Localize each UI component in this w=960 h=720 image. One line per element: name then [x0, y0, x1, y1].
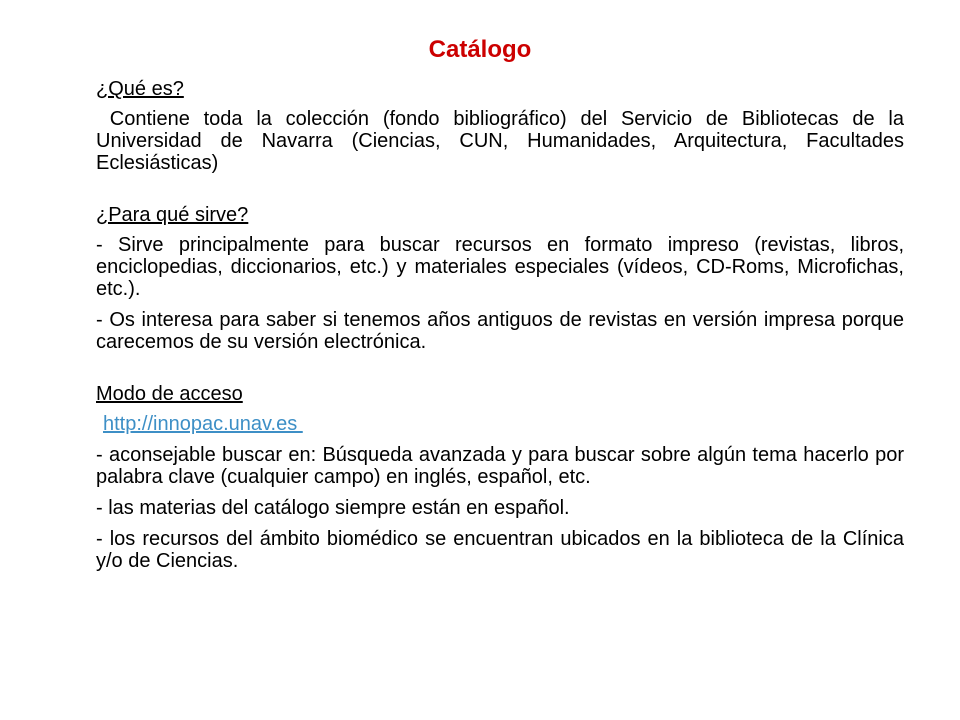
section-heading-que-es: ¿Qué es?	[96, 78, 184, 100]
slide-title: Catálogo	[428, 36, 532, 63]
catalog-link-text[interactable]: http://innopac.unav.es	[103, 413, 303, 435]
section-heading-modo-de-acceso: Modo de acceso	[96, 383, 243, 405]
bullet-item: - aconsejable buscar en: Búsqueda avanzada y para buscar sobre algún tema hacerlo por palabra clave (cualquier campo) en inglés, español, etc.	[96, 444, 904, 488]
bullet-item: - Sirve principalmente para buscar recursos en formato impreso (revistas, libros, enciclopedias, diccionarios, etc.) y materiales especiales (vídeos, CD-Roms, Microfichas, etc.).	[96, 234, 904, 300]
section-text-que-es: Contiene toda la colección (fondo bibliográfico) del Servicio de Bibliotecas de la Universidad de Navarra (Ciencias, CUN, Humanidades, Arquitectura, Facultades Eclesiásticas)	[96, 108, 910, 174]
bullet-item: - los recursos del ámbito biomédico se encuentran ubicados en la biblioteca de la Clínica y/o de Ciencias.	[96, 528, 904, 572]
bullet-item: - las materias del catálogo siempre están en español.	[96, 497, 570, 519]
slide-content	[96, 78, 910, 572]
catalog-link[interactable]	[96, 413, 904, 435]
section-heading-para-que-sirve: ¿Para qué sirve?	[96, 204, 249, 226]
bullet-item: - Os interesa para saber si tenemos años antiguos de revistas en versión impresa porque carecemos de su versión electrónica.	[96, 309, 904, 353]
